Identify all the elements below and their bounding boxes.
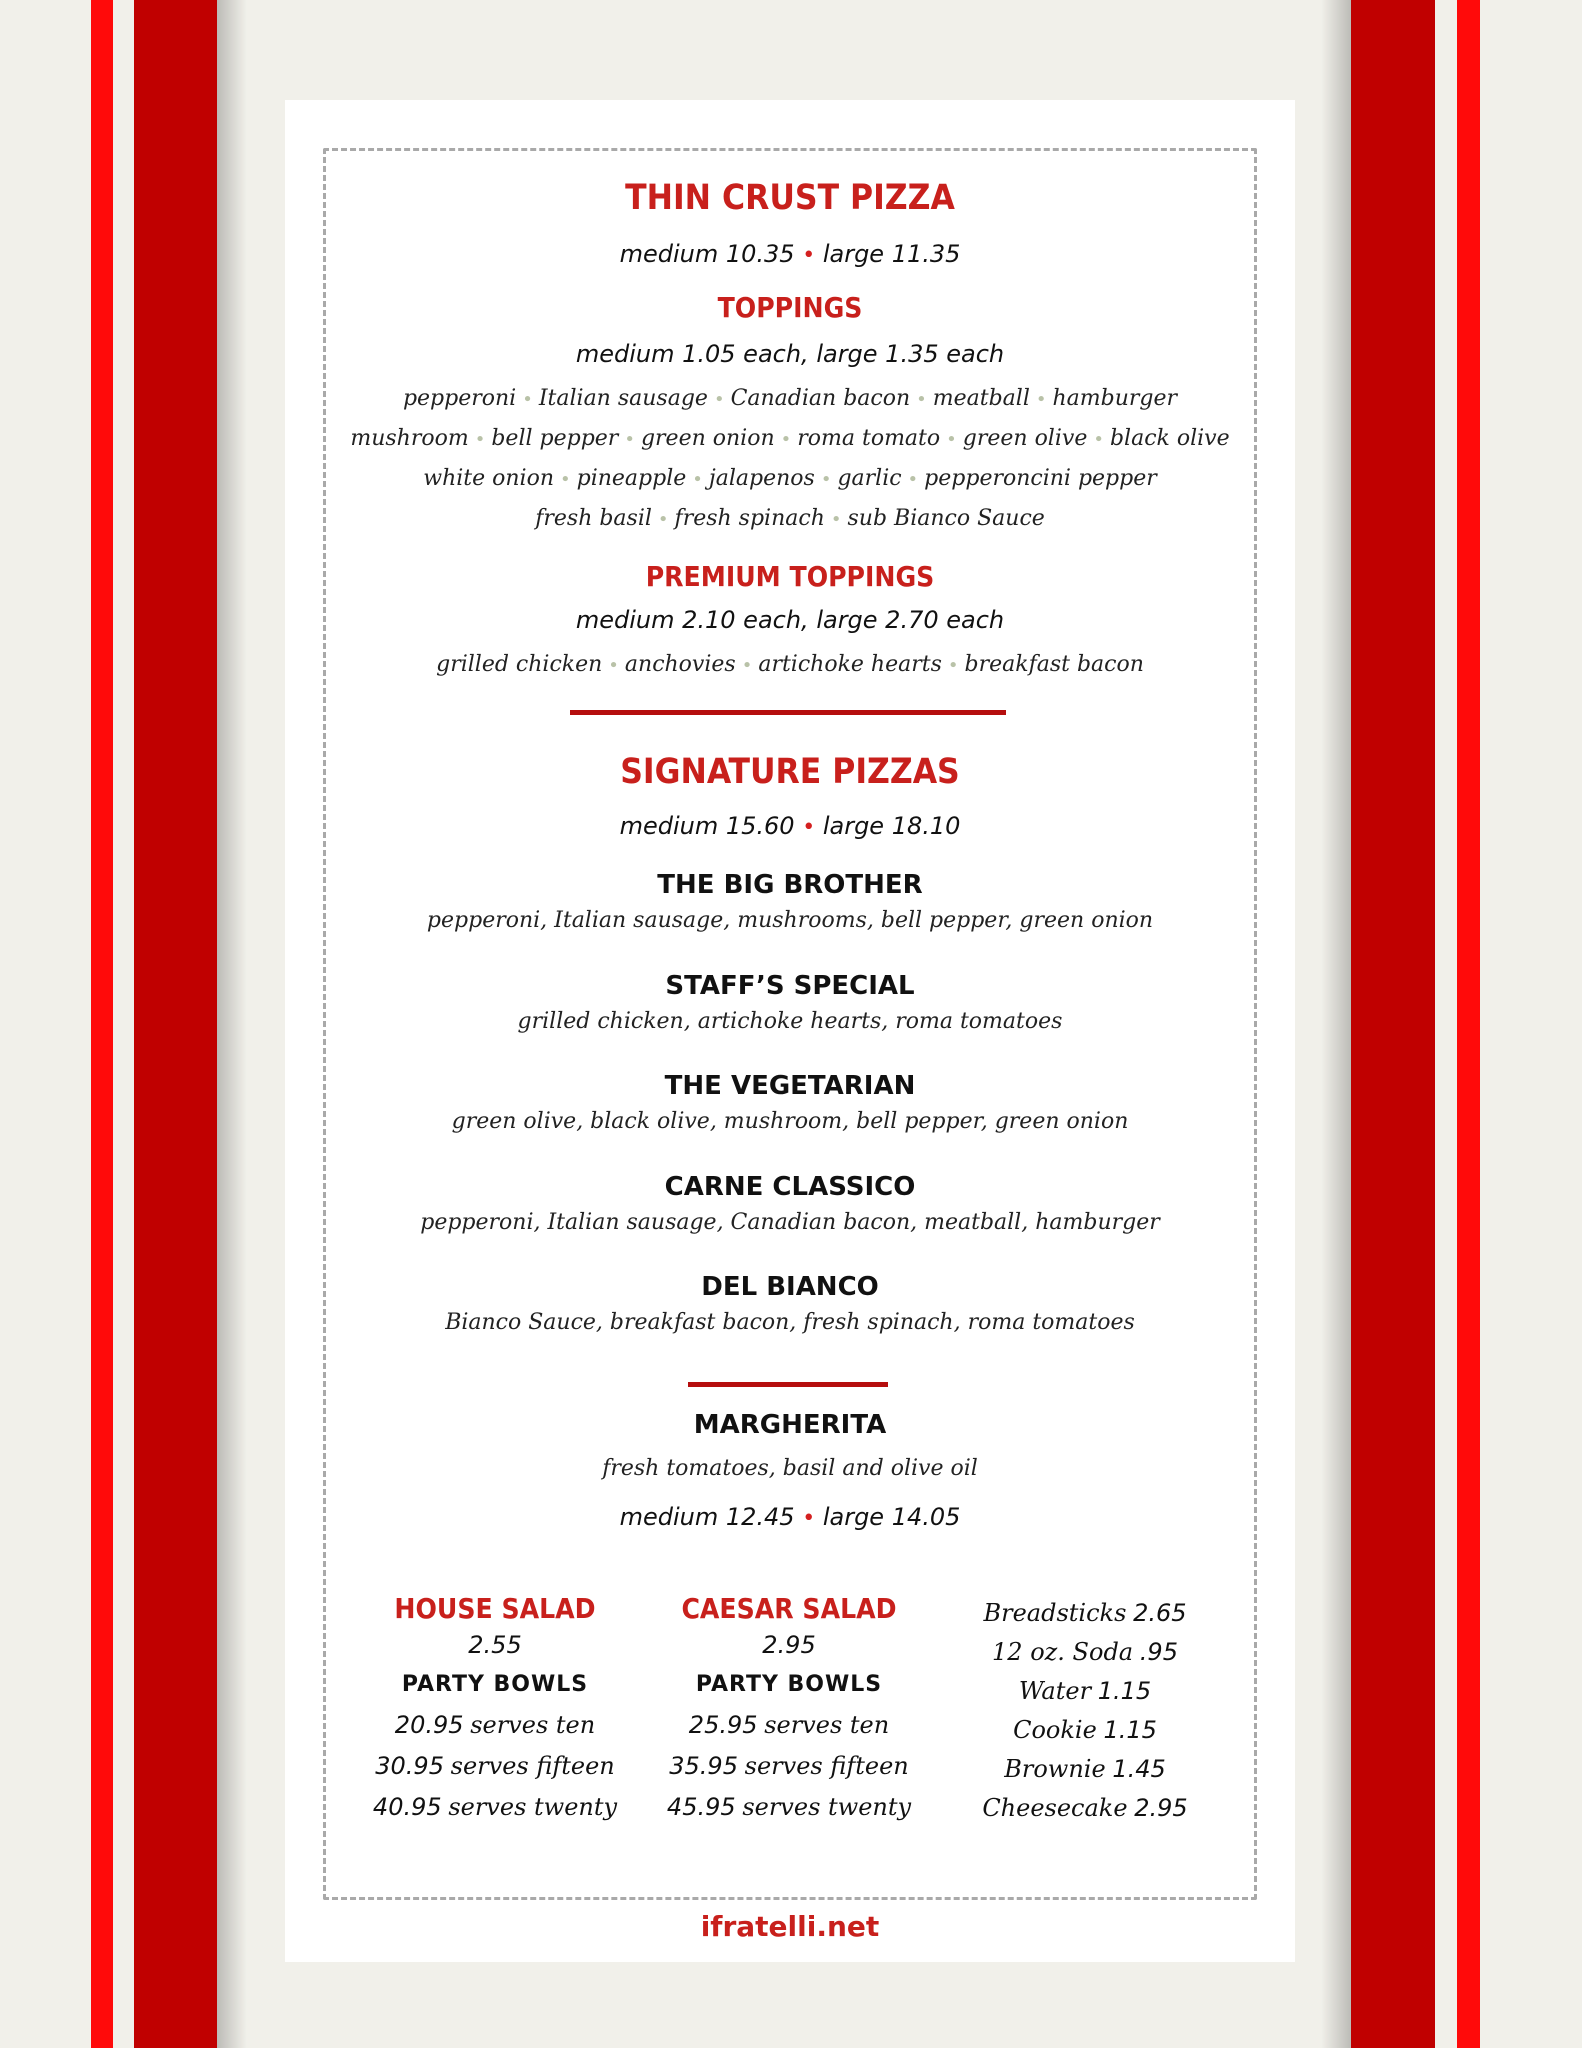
house-party-bowls	[365, 1705, 625, 1828]
premium-toppings-list	[285, 645, 1295, 685]
topping-item: green olive	[962, 426, 1088, 451]
toppings-title: TOPPINGS	[717, 291, 863, 324]
right-outer-stripe	[1457, 0, 1480, 2048]
signature-title: SIGNATURE PIZZAS	[620, 752, 960, 792]
bowl-price: 30.95	[375, 1752, 444, 1780]
bullet-dot: •	[820, 469, 832, 490]
topping-item: meatball	[932, 386, 1030, 411]
bowl-serves: serves twenty	[448, 1793, 618, 1821]
signature-medium: medium 15.60	[619, 812, 795, 840]
house-party-bowls-label: PARTY BOWLS	[401, 1672, 589, 1697]
signature-pizza	[285, 1172, 1295, 1235]
bowl-price: 45.95	[666, 1793, 736, 1821]
thin-crust-title: THIN CRUST PIZZA	[625, 178, 955, 218]
bowl-serves: serves fifteen	[744, 1752, 909, 1780]
divider-rule-short	[688, 1382, 888, 1387]
left-outer-stripe	[91, 0, 113, 2048]
bullet-dot: •	[741, 655, 753, 676]
menu-card	[285, 100, 1295, 1962]
signature-pizza	[285, 971, 1295, 1034]
right-inner-stripe	[1351, 0, 1435, 2048]
signature-large: large 18.10	[822, 812, 961, 840]
pizza-desc: grilled chicken, artichoke hearts, roma tomatoes	[517, 1008, 1063, 1034]
topping-item: artichoke hearts	[758, 652, 942, 677]
bowl-serves: serves fifteen	[450, 1752, 615, 1780]
caesar-salad-column	[659, 1592, 919, 1828]
topping-item: green onion	[640, 426, 775, 451]
topping-item: sub Bianco Sauce	[847, 506, 1045, 531]
bowl-price: 25.95	[688, 1711, 758, 1739]
extra-name: Cheesecake	[982, 1794, 1128, 1822]
toppings-row	[285, 499, 1295, 539]
house-salad-column	[365, 1592, 625, 1828]
toppings-row	[285, 419, 1295, 459]
topping-item: fresh spinach	[674, 506, 825, 531]
extra-name: 12 oz. Soda	[992, 1638, 1134, 1666]
party-bowl-line	[365, 1705, 625, 1746]
pizza-desc: Bianco Sauce, breakfast bacon, fresh spinach, roma tomatoes	[445, 1310, 1135, 1335]
premium-row	[285, 645, 1295, 685]
divider-rule	[570, 710, 1006, 715]
extra-price: 2.65	[1133, 1599, 1187, 1627]
bowl-price: 40.95	[372, 1793, 442, 1821]
topping-item: anchovies	[624, 652, 736, 677]
signature-prices	[285, 812, 1295, 840]
extra-name: Breadsticks	[983, 1599, 1127, 1627]
left-inner-stripe	[134, 0, 217, 2048]
caesar-party-bowls-label: PARTY BOWLS	[695, 1672, 883, 1697]
website-footer: ifratelli.net	[700, 1910, 880, 1943]
party-bowl-line	[365, 1746, 625, 1787]
pizza-name: CARNE CLASSICO	[664, 1171, 916, 1202]
topping-item: roma tomato	[797, 426, 941, 451]
signature-pizza	[285, 1272, 1295, 1335]
bullet-dot: •	[830, 509, 842, 530]
party-bowl-line	[659, 1705, 919, 1746]
bullet-dot: •	[802, 1506, 816, 1531]
topping-item: grilled chicken	[436, 652, 603, 677]
bullet-dot: •	[780, 429, 792, 450]
bullet-dot: •	[522, 389, 533, 410]
thin-crust-large: large 11.35	[822, 240, 961, 268]
house-salad-title: HOUSE SALAD	[394, 1592, 596, 1625]
bullet-dot: •	[802, 243, 816, 268]
bullet-dot: •	[657, 509, 669, 530]
extra-price: 2.95	[1134, 1794, 1188, 1822]
party-bowl-line	[659, 1746, 919, 1787]
topping-item: pineapple	[576, 466, 687, 491]
margherita-medium: medium 12.45	[619, 1503, 795, 1531]
party-bowl-line	[365, 1787, 625, 1828]
extra-name: Water	[1018, 1677, 1092, 1705]
extra-item	[955, 1672, 1215, 1711]
topping-item: pepperoncini pepper	[924, 466, 1157, 491]
extra-price: 1.45	[1112, 1755, 1166, 1783]
extra-item	[955, 1594, 1215, 1633]
thin-crust-prices	[285, 240, 1295, 268]
pizza-name: THE BIG BROTHER	[657, 870, 923, 900]
bowl-price: 35.95	[669, 1752, 738, 1780]
bullet-dot: •	[608, 655, 619, 676]
left-shadow	[217, 0, 247, 2048]
premium-toppings-title: PREMIUM TOPPINGS	[645, 560, 935, 593]
bullet-dot: •	[1093, 429, 1104, 450]
toppings-row	[285, 379, 1295, 419]
bullet-dot: •	[474, 429, 486, 450]
topping-item: white onion	[423, 466, 554, 491]
caesar-salad-price: 2.95	[762, 1631, 816, 1659]
bullet-dot: •	[907, 469, 919, 490]
margherita-prices	[285, 1503, 1295, 1531]
topping-item: breakfast bacon	[964, 652, 1144, 677]
pizza-desc: green olive, black olive, mushroom, bell pepper, green onion	[451, 1109, 1129, 1134]
party-bowl-line	[659, 1787, 919, 1828]
thin-crust-medium: medium 10.35	[619, 240, 795, 268]
bullet-dot: •	[946, 429, 957, 450]
topping-item: fresh basil	[535, 506, 652, 531]
bullet-dot: •	[692, 469, 703, 490]
pizza-desc: pepperoni, Italian sausage, Canadian bacon, meatball, hamburger	[420, 1209, 1160, 1235]
bowl-price: 20.95	[394, 1711, 464, 1739]
right-shadow	[1321, 0, 1351, 2048]
margherita-name: MARGHERITA	[693, 1410, 887, 1440]
house-salad-price: 2.55	[468, 1631, 522, 1659]
topping-item: mushroom	[350, 426, 469, 451]
bullet-dot: •	[1035, 389, 1047, 410]
pizza-name: STAFF’S SPECIAL	[665, 970, 915, 1001]
topping-item: hamburger	[1052, 386, 1178, 411]
bullet-dot: •	[802, 815, 816, 840]
bullet-dot: •	[624, 429, 635, 450]
premium-toppings-price: medium 2.10 each, large 2.70 each	[575, 606, 1005, 634]
margherita-desc: fresh tomatoes, basil and olive oil	[602, 1456, 978, 1481]
extra-name: Cookie	[1013, 1716, 1097, 1744]
extra-item	[955, 1750, 1215, 1789]
extra-price: .95	[1139, 1638, 1178, 1666]
signature-pizza	[285, 1071, 1295, 1134]
toppings-price: medium 1.05 each, large 1.35 each	[575, 340, 1005, 368]
topping-item: black olive	[1109, 426, 1230, 451]
extra-price: 1.15	[1103, 1716, 1157, 1744]
bowl-serves: serves ten	[764, 1711, 890, 1739]
topping-item: jalapenos	[708, 466, 815, 491]
toppings-row	[285, 459, 1295, 499]
extra-name: Brownie	[1004, 1755, 1106, 1783]
extra-price: 1.15	[1097, 1677, 1152, 1705]
topping-item: Italian sausage	[538, 386, 708, 411]
topping-item: Canadian bacon	[730, 386, 911, 411]
caesar-party-bowls	[659, 1705, 919, 1828]
extra-item	[955, 1711, 1215, 1750]
bullet-dot: •	[560, 469, 571, 490]
bowl-serves: serves twenty	[742, 1793, 912, 1821]
topping-item: bell pepper	[491, 426, 619, 451]
pizza-name: THE VEGETARIAN	[664, 1071, 916, 1101]
bullet-dot: •	[916, 389, 927, 410]
extras-column	[955, 1594, 1215, 1828]
signature-pizza	[285, 870, 1295, 933]
bowl-serves: serves ten	[470, 1711, 596, 1739]
pizza-name: DEL BIANCO	[701, 1272, 879, 1302]
bullet-dot: •	[947, 655, 959, 676]
pizza-desc: pepperoni, Italian sausage, mushrooms, bell pepper, green onion	[426, 908, 1154, 933]
topping-item: pepperoni	[402, 386, 517, 411]
toppings-list	[285, 379, 1295, 539]
margherita-large: large 14.05	[822, 1503, 961, 1531]
caesar-salad-title: CAESAR SALAD	[681, 1592, 897, 1625]
extra-item	[955, 1789, 1215, 1828]
topping-item: garlic	[837, 466, 902, 491]
extra-item	[955, 1633, 1215, 1672]
bullet-dot: •	[713, 389, 725, 410]
